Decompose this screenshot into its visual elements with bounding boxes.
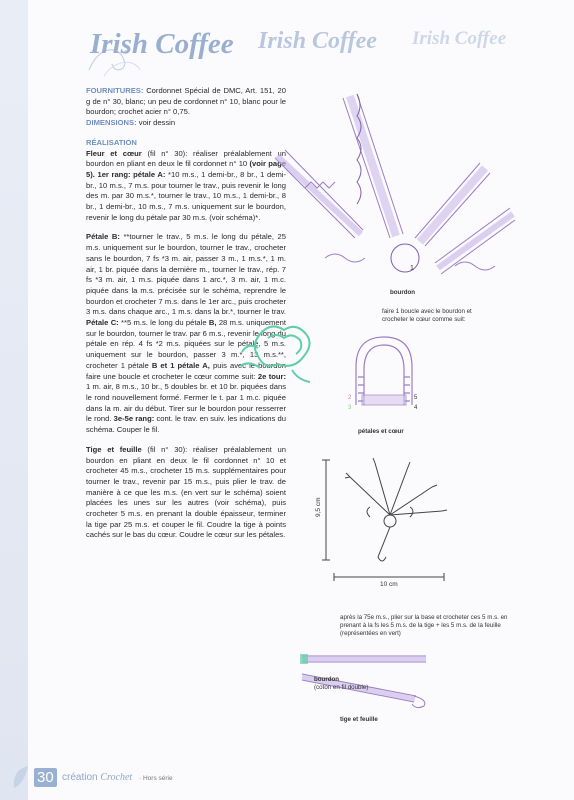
realisation-heading: RÉALISATION xyxy=(86,137,137,147)
petal-a-label: pétale A: xyxy=(133,169,166,179)
title-echo-1: Irish Coffee xyxy=(258,28,377,54)
petal-c-bold-ba: B et 1 pétale A, xyxy=(151,360,210,370)
heart-num-4: 4 xyxy=(414,405,418,411)
label-1: 1 xyxy=(410,265,414,272)
crochet-sample-image xyxy=(232,312,332,392)
petals-diagram xyxy=(265,88,565,308)
brand-crochet: Crochet xyxy=(100,772,133,783)
flower-text-1: (fil n° 30): réaliser préalablement un bourdon en pliant en deux le fil cordonnet n° 10 xyxy=(86,148,286,169)
petals-heart-label: pétales et cœur xyxy=(358,428,404,435)
leaf-ornament-icon xyxy=(8,762,36,792)
heart-num-3: 3 xyxy=(348,405,352,411)
brand-hors-serie: · Hors série xyxy=(139,775,173,782)
bourdon-label-2: bourdon xyxy=(314,676,340,683)
page-side-band xyxy=(0,0,28,800)
flower-heart-lead: Fleur et cœur xyxy=(86,148,142,158)
bourdon-label: bourdon xyxy=(390,289,416,296)
supplies-label: FOURNITURES: xyxy=(86,86,144,95)
dimension-width: 10 cm xyxy=(380,581,398,588)
stem-note: après la 75e m.s., plier sur la base et crocheter ces 5 m.s. en prenant à la fs les 5 m.s. de la tige + les 5 m.s. de la feuille (représentées en vert) xyxy=(340,614,508,637)
petal-c-text-3: puis avec le bourdon faire une boucle et crocheter le cœur comme suit: xyxy=(86,360,286,381)
brand-creation: création xyxy=(62,772,98,783)
page-footer xyxy=(6,760,286,794)
dimensions-text: voir dessin xyxy=(138,118,176,128)
petal-c-text-1: **5 m.s. le long du pétale xyxy=(121,318,207,328)
magazine-brand xyxy=(62,772,173,783)
dimension-height: 9,5 cm xyxy=(315,497,322,517)
flower-heart-paragraph xyxy=(86,149,286,224)
round-2-text: 1 m. air, 8 m.s., 10 br., 5 doubles br. et 10 br. piquées dans le rond nouvellement formé. Fermer le t. par 1 m.c. piquée dans la m. air du début. Tirer sur le bourdon pour resserrer le rond. xyxy=(86,382,286,424)
round-3-5-text: cont. le trav. en suiv. les indications du schéma. Couper le fil. xyxy=(86,414,286,435)
petal-b-label: Pétale B: xyxy=(86,232,120,242)
heart-num-5: 5 xyxy=(414,395,418,401)
petal-c-bold-b: B, xyxy=(208,318,217,328)
page-header xyxy=(60,22,570,72)
page-title: Irish Coffee xyxy=(90,28,234,60)
heart-num-2: 2 xyxy=(348,395,352,401)
bourdon-sub-label: (coton en fil double) xyxy=(314,684,369,691)
stem-leaf-text: (fil n° 30): réaliser préalablement un bourdon en pliant en deux le fil cordonnet n° 10 et crocheter 45 m.s., crocheter 15 m.s. supplémentaires pour tourner le trav., revenir par 15 m.s., puis plier le trav. de manière à ce que les m.s. (en vert sur le schéma) soient placées les unes sur les autres (voir schéma), puis crocheter 5 m.s. en prenant la double épaisseur, terminer la tige par 25 m.s. et couper le fil. Coudre la tige à points cachés sur le bas du cœur. Coudre le cœur sur les pétales. xyxy=(86,444,286,540)
petal-c-label: Pétale C: xyxy=(86,318,119,328)
flower-text-2: *10 m.s., 1 demi-br., 8 br., 1 demi-br., 10 m.s., 7 m.s. pour tourner le trav., puis revenir le long des m. par 30 m.s.*, tourner le trav., 10 m.s., 1 demi-br., 8 br., 1 demi-br., 10 m.s., 7 m.s. uniquement sur le bourdon, revenir le long du pétale par 30 m.s. (voir schéma)*. xyxy=(86,169,286,222)
flower-dimension-diagram xyxy=(310,455,470,595)
round-3-5-label: 3e-5e rang: xyxy=(113,414,155,424)
flower-bold-1: (voir page 5). 1er rang: xyxy=(86,159,286,179)
dimensions-label: DIMENSIONS: xyxy=(86,118,137,128)
page-number: 30 xyxy=(34,768,57,787)
supplies-text: Cordonnet Spécial de DMC, Art. 151, 20 g de n° 30, blanc; un peu de cordonnet n° 10, blanc pour le bourdon; crochet acier n° 0,75. xyxy=(86,86,286,117)
supplies-block xyxy=(86,86,286,129)
stem-leaf-label: tige et feuille xyxy=(340,716,378,723)
heart-diagram xyxy=(344,335,424,425)
petal-b-text: **tourner le trav., 5 m.s. le long du pétale, 25 m.s. uniquement sur le bourdon, tourner le trav., crocheter sans le bourdon, 7 fs *3 m. air, passer 3 m., 1 m.s.*, 1 m. air, 1 br. piquée dans la dernière m., tourner le trav., rép. 7 fs *3 m. air, 1 m.s. piquée dans 1 arc.*, 3 m. air, 1 m.c. piquée dans la m.s. précisée sur le schéma, reprendre le bourdon et crocheter 7 m.s. dans le 1er arc., puis crocheter 3 m.s. dans chaque arc., 1 m.s. dans la br.*, tourner le trav. xyxy=(86,232,286,317)
stem-leaf-lead: Tige et feuille xyxy=(86,444,142,454)
title-echo-2: Irish Coffee xyxy=(412,28,507,49)
round-2-label: 2e tour: xyxy=(257,371,286,381)
stem-leaf-paragraph xyxy=(86,445,286,541)
petal-c-text-2: 28 m.s. uniquement sur le bourdon, tourner le trav. par 6 m.s., revenir le long du pétale en rép. 4 fs *2 m.s. piquées sur le pétale, 5 m.s. uniquement sur le bourdon, passer 3 m.*, 13 m.s.**, crocheter 1 pétale xyxy=(86,318,286,370)
heart-note: faire 1 boucle avec le bourdon et crocheter le cœur comme suit: xyxy=(382,308,472,323)
